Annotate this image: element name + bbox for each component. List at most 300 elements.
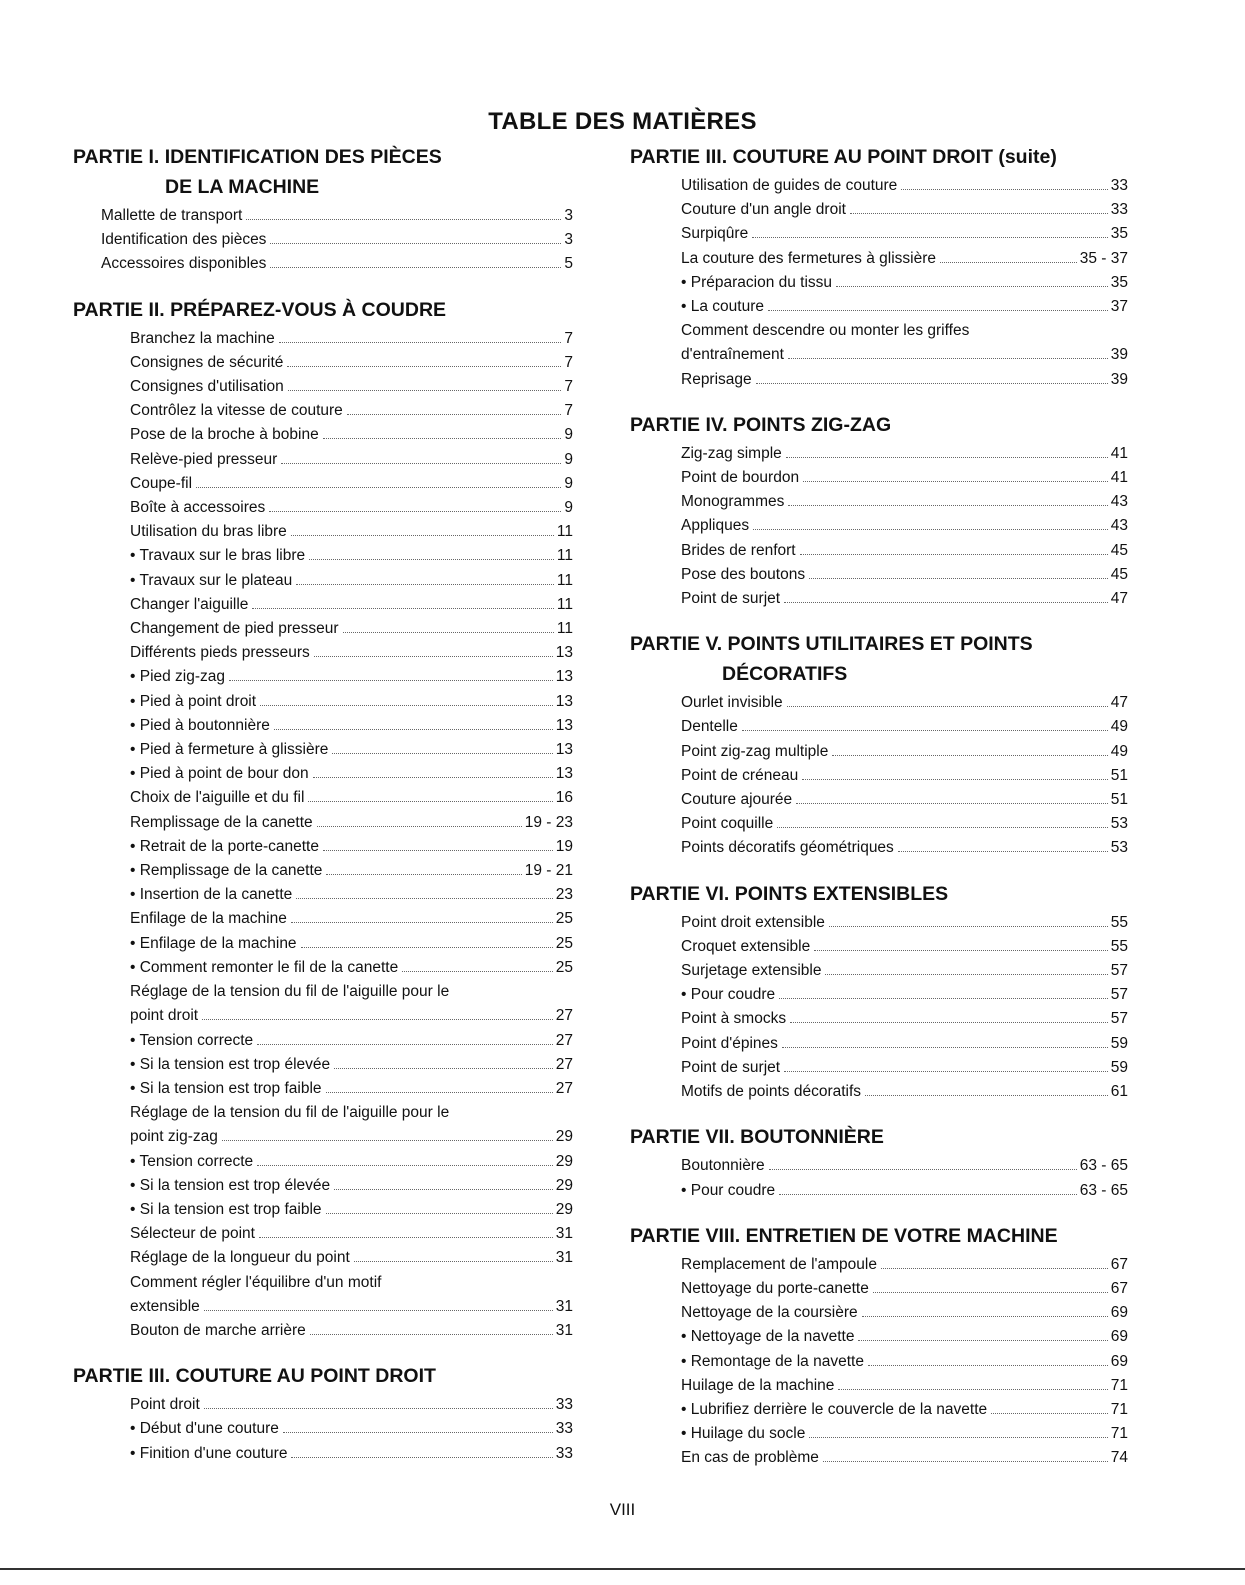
toc-entry-page: 19 - 21	[524, 862, 573, 880]
toc-entry-page: 31	[555, 1297, 573, 1315]
toc-entry-label: Branchez la machine	[130, 329, 275, 347]
toc-entry-list	[73, 327, 573, 1344]
toc-entry	[130, 1442, 573, 1466]
toc-entry	[130, 762, 573, 786]
toc-entry-label: Dentelle	[681, 718, 738, 736]
toc-entry-page: 13	[555, 716, 573, 734]
toc-entry-page: 31	[555, 1225, 573, 1243]
toc-entry-page: 69	[1110, 1352, 1128, 1370]
toc-entry-label: • Pour coudre	[681, 986, 776, 1004]
dot-leader	[283, 1432, 553, 1433]
toc-entry	[130, 641, 573, 665]
toc-entry	[681, 1080, 1128, 1104]
toc-entry-label: • Comment remonter le fil de la canette	[130, 958, 399, 976]
toc-entry	[130, 932, 573, 956]
section-gap	[73, 277, 573, 295]
dot-leader	[786, 457, 1108, 458]
toc-entry-page: 29	[555, 1176, 573, 1194]
toc-entry-page: 33	[555, 1444, 573, 1462]
toc-entry	[681, 198, 1128, 222]
dot-leader	[868, 1365, 1108, 1366]
toc-entry-label: • Travaux sur le plateau	[130, 571, 293, 589]
toc-entry-page: 47	[1110, 694, 1128, 712]
toc-entry	[130, 1029, 573, 1053]
dot-leader	[287, 366, 561, 367]
toc-entry-label: Huilage de la machine	[681, 1376, 835, 1394]
toc-entry-page: 27	[555, 1007, 573, 1025]
toc-entry	[130, 811, 573, 835]
section-heading-line: PARTIE VII. BOUTONNIÈRE	[630, 1126, 884, 1149]
toc-entry	[681, 563, 1128, 587]
dot-leader	[291, 1457, 552, 1458]
toc-entry-page: 49	[1110, 742, 1128, 760]
toc-entry-page: 29	[555, 1152, 573, 1170]
dot-leader	[288, 390, 562, 391]
toc-entry-label: • Pour coudre	[681, 1181, 776, 1199]
section-gap	[630, 611, 1128, 629]
dot-leader	[332, 753, 552, 754]
dot-leader	[204, 1310, 553, 1311]
toc-entry-page: 51	[1110, 791, 1128, 809]
toc-entry-page: 63 - 65	[1079, 1157, 1128, 1175]
toc-entry	[130, 448, 573, 472]
dot-leader	[836, 286, 1108, 287]
toc-entry-page: 7	[564, 402, 573, 420]
dot-leader	[991, 1413, 1108, 1414]
toc-entry	[130, 569, 573, 593]
dot-leader	[274, 729, 553, 730]
toc-entry	[681, 1301, 1128, 1325]
toc-entry-label: Point zig-zag multiple	[681, 742, 829, 760]
toc-entry-label: • Finition d'une couture	[130, 1444, 288, 1462]
toc-entry-list	[630, 1154, 1128, 1202]
toc-entry-page: 11	[556, 620, 573, 638]
dot-leader	[270, 267, 561, 268]
dot-leader	[202, 1019, 553, 1020]
dot-leader	[402, 971, 553, 972]
toc-entry-page: 55	[1110, 937, 1128, 955]
toc-entry	[681, 539, 1128, 563]
toc-entry-label: Choix de l'aiguille et du fil	[130, 789, 305, 807]
toc-entry-page: 71	[1110, 1376, 1128, 1394]
toc-entry	[681, 1179, 1128, 1203]
dot-leader	[259, 1237, 553, 1238]
toc-entry-label: Consignes d'utilisation	[130, 378, 284, 396]
toc-entry-label: Identification des pièces	[101, 231, 267, 249]
dot-leader	[788, 358, 1108, 359]
toc-entry-page: 31	[555, 1321, 573, 1339]
toc-entry-page: 9	[564, 499, 573, 517]
dot-leader	[246, 219, 561, 220]
dot-leader	[796, 803, 1108, 804]
toc-column-left	[73, 142, 573, 1466]
dot-leader	[901, 189, 1107, 190]
toc-entry-label: Contrôlez la vitesse de couture	[130, 402, 343, 420]
toc-entry-label: Point de créneau	[681, 766, 799, 784]
toc-entry-page: 27	[555, 1079, 573, 1097]
toc-entry-label: Point d'épines	[681, 1034, 778, 1052]
toc-entry-label: • Si la tension est trop faible	[130, 1079, 322, 1097]
toc-entry	[130, 1101, 573, 1125]
dot-leader	[347, 414, 562, 415]
toc-entry-page: 41	[1110, 469, 1128, 487]
toc-entry	[130, 835, 573, 859]
dot-leader	[814, 950, 1108, 951]
toc-entry-label: Enfilage de la machine	[130, 910, 287, 928]
toc-entry-list	[630, 442, 1128, 611]
toc-entry	[681, 247, 1128, 271]
toc-entry	[681, 935, 1128, 959]
toc-entry	[130, 956, 573, 980]
toc-entry-label: • Remplissage de la canette	[130, 862, 323, 880]
toc-entry-label: d'entraînement	[681, 346, 784, 364]
dot-leader	[260, 705, 553, 706]
section-gap	[630, 392, 1128, 410]
toc-entry-label: Bouton de marche arrière	[130, 1321, 306, 1339]
toc-entry-label: Consignes de sécurité	[130, 353, 284, 371]
toc-entry-page: 69	[1110, 1304, 1128, 1322]
section-heading-line: PARTIE VIII. ENTRETIEN DE VOTRE MACHINE	[630, 1224, 1058, 1247]
toc-entry	[130, 399, 573, 423]
toc-entry-page: 59	[1110, 1058, 1128, 1076]
dot-leader	[301, 947, 553, 948]
section-heading	[630, 142, 1128, 172]
toc-entry-page: 61	[1110, 1083, 1128, 1101]
toc-entry-label: • Si la tension est trop élevée	[130, 1176, 331, 1194]
toc-entry-list	[630, 1253, 1128, 1471]
toc-entry-page: 7	[564, 329, 573, 347]
dot-leader	[252, 608, 553, 609]
toc-entry-label: Brides de renfort	[681, 541, 796, 559]
toc-entry	[130, 980, 573, 1004]
toc-entry-label: Ourlet invisible	[681, 694, 783, 712]
toc-entry-page: 57	[1110, 962, 1128, 980]
toc-entry	[130, 375, 573, 399]
toc-entry-label: • Lubrifiez derrière le couvercle de la navette	[681, 1400, 988, 1418]
dot-leader	[309, 559, 554, 560]
section-gap	[630, 861, 1128, 879]
toc-entry	[681, 1350, 1128, 1374]
toc-entry-label: Point à smocks	[681, 1010, 787, 1028]
toc-column-right	[630, 142, 1128, 1471]
toc-entry-page: 51	[1110, 766, 1128, 784]
toc-entry-page: 57	[1110, 986, 1128, 1004]
toc-entry-page: 3	[564, 231, 573, 249]
dot-leader	[323, 850, 553, 851]
dot-leader	[291, 535, 554, 536]
dot-leader	[803, 481, 1108, 482]
dot-leader	[279, 342, 562, 343]
dot-leader	[788, 505, 1107, 506]
toc-entry-page: 19	[555, 837, 573, 855]
toc-entry-label: Point droit extensible	[681, 913, 825, 931]
toc-entry-page: 43	[1110, 493, 1128, 511]
toc-entry-page: 25	[555, 934, 573, 952]
toc-entry-page: 69	[1110, 1328, 1128, 1346]
toc-entry-label: • Préparacion du tissu	[681, 273, 833, 291]
section-heading	[630, 1221, 1128, 1251]
toc-entry	[681, 271, 1128, 295]
toc-entry-page: 45	[1110, 541, 1128, 559]
dot-leader	[270, 243, 561, 244]
section-heading	[73, 142, 573, 202]
toc-entry	[681, 1446, 1128, 1470]
toc-entry	[130, 496, 573, 520]
toc-entry-page: 9	[564, 474, 573, 492]
toc-entry-label: Sélecteur de point	[130, 1225, 255, 1243]
toc-entry	[681, 587, 1128, 611]
dot-leader	[204, 1408, 553, 1409]
toc-entry-label: • Nettoyage de la navette	[681, 1328, 855, 1346]
toc-entry-label: • Retrait de la porte-canette	[130, 837, 319, 855]
toc-entry	[130, 423, 573, 447]
toc-entry-page: 27	[555, 1055, 573, 1073]
toc-entry-label: • Tension correcte	[130, 1031, 254, 1049]
toc-entry-page: 11	[556, 595, 573, 613]
toc-entry	[130, 738, 573, 762]
toc-entry-page: 11	[556, 547, 573, 565]
toc-entry	[101, 252, 573, 276]
toc-entry-page: 33	[1110, 177, 1128, 194]
toc-entry-label: Boutonnière	[681, 1157, 765, 1175]
dot-leader	[308, 801, 552, 802]
toc-entry-page: 71	[1110, 1400, 1128, 1418]
toc-entry-label: • Travaux sur le bras libre	[130, 547, 306, 565]
toc-entry	[130, 665, 573, 689]
toc-entry	[130, 1150, 573, 1174]
section-heading	[630, 879, 1128, 909]
toc-entry	[681, 1154, 1128, 1178]
toc-entry-page: 41	[1110, 444, 1128, 462]
dot-leader	[790, 1022, 1108, 1023]
toc-entry-page: 67	[1110, 1255, 1128, 1273]
toc-entry-label: Motifs de points décoratifs	[681, 1083, 862, 1101]
section-heading-line: PARTIE V. POINTS UTILITAIRES ET POINTS	[630, 633, 1033, 656]
toc-entry	[130, 520, 573, 544]
toc-entry-label: Point coquille	[681, 815, 774, 833]
toc-entry	[130, 690, 573, 714]
dot-leader	[753, 529, 1108, 530]
dot-leader	[281, 463, 561, 464]
toc-entry	[681, 490, 1128, 514]
toc-entry-list	[630, 911, 1128, 1105]
dot-leader	[296, 584, 554, 585]
dot-leader	[229, 680, 553, 681]
dot-leader	[787, 706, 1108, 707]
toc-entry-page: 11	[556, 571, 573, 589]
toc-entry-page: 16	[555, 789, 573, 807]
toc-entry-label: Remplacement de l'ampoule	[681, 1255, 877, 1273]
toc-entry-label: Réglage de la tension du fil de l'aiguille pour le	[130, 1104, 450, 1122]
section-gap	[630, 1203, 1128, 1221]
toc-entry-label: Croquet extensible	[681, 937, 811, 955]
dot-leader	[782, 1047, 1108, 1048]
dot-leader	[800, 554, 1108, 555]
toc-entry	[130, 859, 573, 883]
toc-entry-page: 63 - 65	[1079, 1181, 1128, 1199]
toc-entry-label: Mallette de transport	[101, 207, 243, 224]
toc-entry-page: 19 - 23	[524, 813, 573, 831]
dot-leader	[850, 213, 1108, 214]
toc-entry-page: 35	[1110, 225, 1128, 243]
toc-entry-page: 7	[564, 378, 573, 396]
toc-entry-page: 9	[564, 450, 573, 468]
toc-entry-page: 27	[555, 1031, 573, 1049]
toc-entry-page: 71	[1110, 1425, 1128, 1443]
toc-entry-label: Pose de la broche à bobine	[130, 426, 319, 444]
toc-entry-page: 11	[556, 523, 573, 541]
toc-entry-page: 39	[1110, 370, 1128, 388]
toc-entry	[130, 1174, 573, 1198]
toc-entry	[681, 514, 1128, 538]
toc-entry	[130, 786, 573, 810]
toc-entry-label: Comment régler l'équilibre d'un motif	[130, 1273, 382, 1291]
dot-leader	[779, 1194, 1077, 1195]
toc-entry	[130, 351, 573, 375]
section-heading-line: DE LA MACHINE	[165, 176, 320, 198]
toc-entry	[130, 1053, 573, 1077]
toc-entry-page: 9	[564, 426, 573, 444]
toc-entry	[681, 1277, 1128, 1301]
toc-entry	[130, 617, 573, 641]
toc-entry-label: Nettoyage de la coursière	[681, 1304, 858, 1322]
section-heading	[630, 410, 1128, 440]
toc-entry-label: Comment descendre ou monter les griffes	[681, 322, 970, 340]
toc-entry-label: Changer l'aiguille	[130, 595, 249, 613]
toc-entry	[130, 1393, 573, 1417]
toc-entry	[681, 1032, 1128, 1056]
toc-entry	[681, 368, 1128, 392]
dot-leader	[752, 237, 1108, 238]
dot-leader	[310, 1334, 553, 1335]
toc-entry	[130, 1417, 573, 1441]
dot-leader	[291, 922, 553, 923]
toc-entry-label: Surpiqûre	[681, 225, 749, 243]
dot-leader	[334, 1068, 553, 1069]
toc-entry-label: • Pied à point de bour don	[130, 765, 309, 783]
toc-entry-page: 25	[555, 958, 573, 976]
toc-entry-label: • Début d'une couture	[130, 1420, 279, 1438]
toc-entry-label: extensible	[130, 1297, 200, 1315]
toc-entry-label: • Pied à point droit	[130, 692, 257, 710]
toc-entry	[101, 228, 573, 252]
toc-entry-list	[73, 204, 573, 277]
toc-entry-page: 53	[1110, 839, 1128, 857]
toc-entry	[681, 788, 1128, 812]
dot-leader	[269, 511, 561, 512]
dot-leader	[873, 1292, 1108, 1293]
dot-leader	[343, 632, 554, 633]
toc-entry	[130, 327, 573, 351]
toc-entry-label: Surjetage extensible	[681, 962, 822, 980]
dot-leader	[313, 777, 553, 778]
toc-entry-label: • Enfilage de la machine	[130, 934, 297, 952]
toc-entry-page: 33	[555, 1396, 573, 1414]
toc-entry	[681, 1325, 1128, 1349]
toc-entry-label: Relève-pied presseur	[130, 450, 278, 468]
toc-entry-label: • Huilage du socle	[681, 1425, 806, 1443]
toc-entry-label: • Pied à fermeture à glissière	[130, 741, 329, 759]
toc-entry-list	[630, 691, 1128, 860]
toc-entry	[130, 883, 573, 907]
toc-entry-label: • Insertion de la canette	[130, 886, 293, 904]
toc-entry	[130, 1222, 573, 1246]
toc-entry-label: • Si la tension est trop faible	[130, 1200, 322, 1218]
toc-entry	[130, 1004, 573, 1028]
dot-leader	[802, 779, 1108, 780]
toc-entry	[130, 472, 573, 496]
toc-entry-label: Monogrammes	[681, 493, 785, 511]
dot-leader	[862, 1316, 1108, 1317]
dot-leader	[784, 1071, 1108, 1072]
toc-entry	[681, 740, 1128, 764]
toc-entry	[681, 1007, 1128, 1031]
toc-entry-label: Utilisation de guides de couture	[681, 177, 898, 194]
toc-entry-page: 47	[1110, 590, 1128, 608]
dot-leader	[326, 1213, 553, 1214]
dot-leader	[196, 487, 561, 488]
toc-entry-page: 5	[564, 255, 573, 273]
toc-entry	[681, 836, 1128, 860]
dot-leader	[317, 826, 522, 827]
toc-entry	[130, 1246, 573, 1270]
toc-entry	[130, 544, 573, 568]
toc-entry	[101, 204, 573, 228]
toc-entry	[681, 812, 1128, 836]
toc-entry-label: Réglage de la tension du fil de l'aiguille pour le	[130, 983, 450, 1001]
toc-entry-label: Différents pieds presseurs	[130, 644, 310, 662]
toc-entry-page: 74	[1110, 1449, 1128, 1467]
toc-entry	[130, 1295, 573, 1319]
toc-entry	[130, 593, 573, 617]
toc-entry-page: 45	[1110, 565, 1128, 583]
section-heading-line: PARTIE I. IDENTIFICATION DES PIÈCES	[73, 146, 442, 168]
toc-entry-page: 57	[1110, 1010, 1128, 1028]
toc-entry-page: 33	[1110, 201, 1128, 219]
toc-entry-page: 55	[1110, 913, 1128, 931]
toc-entry-page: 23	[555, 886, 573, 904]
toc-entry-label: La couture des fermetures à glissière	[681, 249, 937, 267]
toc-entry	[681, 1253, 1128, 1277]
toc-entry	[130, 714, 573, 738]
toc-entry-label: • Si la tension est trop élevée	[130, 1055, 331, 1073]
toc-entry	[681, 1422, 1128, 1446]
toc-entry-label: Points décoratifs géométriques	[681, 839, 894, 857]
toc-entry	[130, 1198, 573, 1222]
toc-entry-label: Réglage de la longueur du point	[130, 1249, 350, 1267]
toc-entry	[681, 715, 1128, 739]
dot-leader	[354, 1261, 553, 1262]
toc-entry	[681, 343, 1128, 367]
bottom-rule	[0, 1568, 1245, 1570]
toc-entry-label: • La couture	[681, 298, 764, 316]
dot-leader	[314, 656, 553, 657]
dot-leader	[756, 383, 1108, 384]
toc-entry-label: Coupe-fil	[130, 474, 193, 492]
dot-leader	[838, 1389, 1107, 1390]
toc-entry	[130, 1077, 573, 1101]
toc-entry-label: Appliques	[681, 517, 750, 535]
dot-leader	[326, 874, 521, 875]
dot-leader	[858, 1340, 1107, 1341]
toc-entry-label: point droit	[130, 1007, 199, 1025]
dot-leader	[768, 310, 1108, 311]
dot-leader	[809, 1437, 1107, 1438]
dot-leader	[326, 1092, 553, 1093]
toc-entry	[681, 983, 1128, 1007]
toc-entry-label: Couture d'un angle droit	[681, 201, 846, 219]
toc-entry	[681, 295, 1128, 319]
